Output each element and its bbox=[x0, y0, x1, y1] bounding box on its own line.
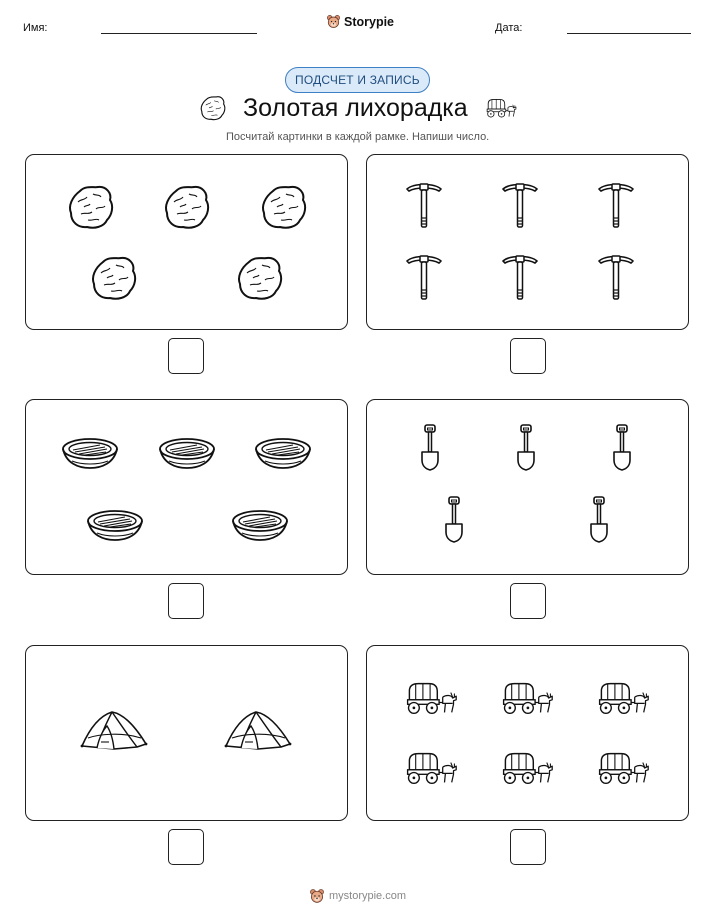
gold-nugget-icon bbox=[162, 182, 212, 232]
answer-box-4[interactable] bbox=[510, 583, 546, 619]
shovel-icon bbox=[607, 422, 637, 472]
storypie-logo bbox=[326, 14, 394, 29]
instructions: Посчитай картинки в каждой рамке. Напиши число. bbox=[226, 131, 490, 143]
date-line[interactable] bbox=[567, 33, 691, 34]
covered-wagon-icon bbox=[500, 680, 554, 716]
pickaxe-icon bbox=[500, 252, 540, 302]
gold-pan-icon bbox=[157, 433, 217, 473]
covered-wagon-icon bbox=[404, 750, 458, 786]
pickaxe-icon bbox=[404, 252, 444, 302]
brand-name: Storypie bbox=[344, 14, 395, 29]
date-label: Дата: bbox=[495, 22, 523, 34]
gold-pan-icon bbox=[85, 505, 145, 545]
tent-icon bbox=[79, 708, 149, 753]
answer-box-6[interactable] bbox=[510, 829, 546, 865]
shovel-icon bbox=[511, 422, 541, 472]
page-title: Золотая лихорадка bbox=[243, 94, 468, 122]
covered-wagon-icon bbox=[485, 97, 517, 119]
counting-panel-2 bbox=[366, 154, 689, 330]
gold-nugget-icon bbox=[89, 253, 139, 303]
name-line[interactable] bbox=[101, 33, 257, 34]
shovel-icon bbox=[584, 494, 614, 544]
bear-logo-icon bbox=[326, 14, 341, 29]
counting-panel-1 bbox=[25, 154, 348, 330]
counting-panel-5 bbox=[25, 645, 348, 821]
answer-box-2[interactable] bbox=[510, 338, 546, 374]
shovel-icon bbox=[439, 494, 469, 544]
footer-url[interactable]: mystorypie.com bbox=[329, 890, 407, 902]
tent-icon bbox=[223, 708, 293, 753]
name-label: Имя: bbox=[23, 22, 48, 34]
pickaxe-icon bbox=[596, 180, 636, 230]
covered-wagon-icon bbox=[596, 680, 650, 716]
gold-pan-icon bbox=[253, 433, 313, 473]
counting-panel-4 bbox=[366, 399, 689, 575]
pickaxe-icon bbox=[500, 180, 540, 230]
gold-nugget-icon bbox=[199, 94, 227, 122]
pickaxe-icon bbox=[596, 252, 636, 302]
bear-logo-icon bbox=[309, 888, 325, 904]
gold-pan-icon bbox=[60, 433, 120, 473]
gold-nugget-icon bbox=[259, 182, 309, 232]
pickaxe-icon bbox=[404, 180, 444, 230]
gold-pan-icon bbox=[230, 505, 290, 545]
answer-box-3[interactable] bbox=[168, 583, 204, 619]
answer-box-1[interactable] bbox=[168, 338, 204, 374]
gold-nugget-icon bbox=[235, 253, 285, 303]
covered-wagon-icon bbox=[596, 750, 650, 786]
covered-wagon-icon bbox=[500, 750, 554, 786]
counting-panel-6 bbox=[366, 645, 689, 821]
footer bbox=[309, 888, 406, 904]
shovel-icon bbox=[415, 422, 445, 472]
activity-badge: ПОДСЧЕТ И ЗАПИСЬ bbox=[285, 67, 430, 93]
covered-wagon-icon bbox=[404, 680, 458, 716]
gold-nugget-icon bbox=[66, 182, 116, 232]
answer-box-5[interactable] bbox=[168, 829, 204, 865]
counting-panel-3 bbox=[25, 399, 348, 575]
